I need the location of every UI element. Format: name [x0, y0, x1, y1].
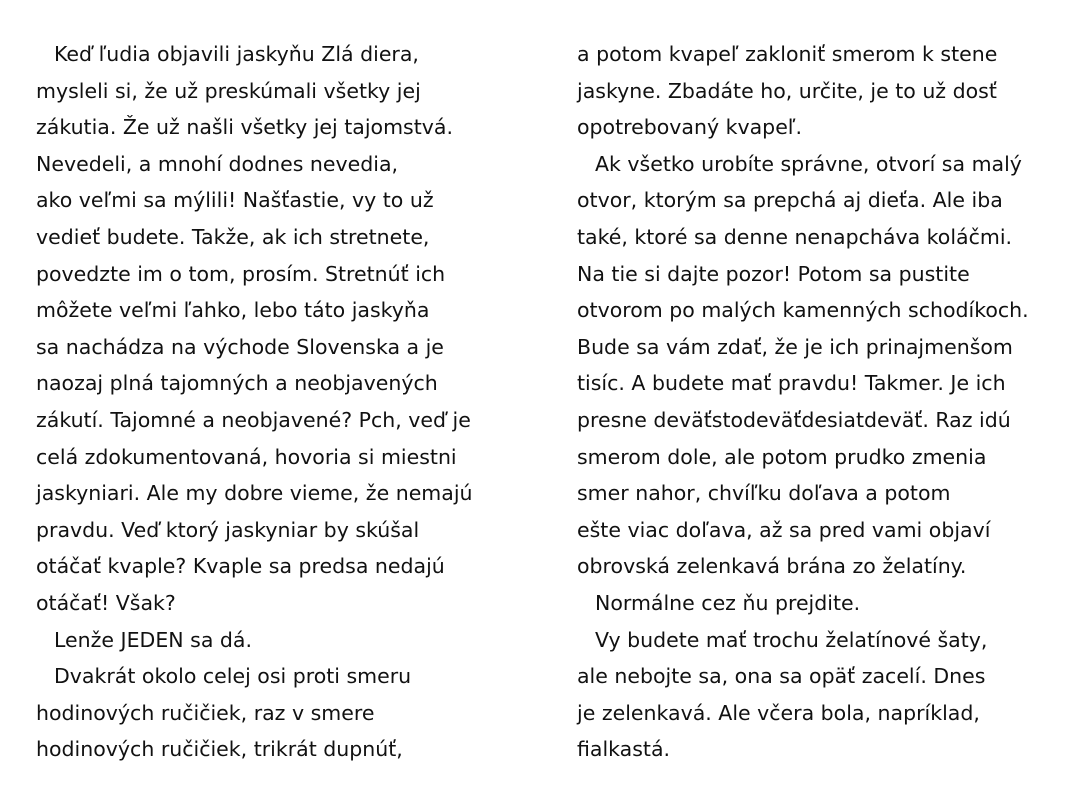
- text-line: otvorom po malých kamenných schodíkoch.: [577, 298, 1029, 323]
- text-line: zákutia. Že už našli všetky jej tajomstvá.: [36, 115, 453, 140]
- left-page-text: [36, 36, 526, 768]
- text-line: a potom kvapeľ zakloniť smerom k stene: [577, 42, 998, 66]
- text-line: mysleli si, že už preskúmali všetky jej: [36, 78, 421, 103]
- text-line: smer nahor, chvíľku doľava a potom: [577, 481, 951, 506]
- text-line: Ak všetko urobíte správne, otvorí sa malý: [595, 151, 1022, 176]
- text-line: hodinových ručičiek, raz v smere: [36, 700, 375, 725]
- text-line: ako veľmi sa mýlili! Našťastie, vy to už: [36, 188, 434, 213]
- text-line: otvor, ktorým sa prepchá aj dieťa. Ale iba: [577, 188, 1003, 213]
- text-line: vedieť budete. Takže, ak ich stretnete,: [36, 224, 430, 249]
- text-line: fialkastá.: [577, 737, 671, 762]
- text-line: Keď ľudia objavili jaskyňu Zlá diera,: [54, 42, 419, 66]
- text-line: povedzte im o tom, prosím. Stretnúť ich: [36, 261, 446, 286]
- text-line: hodinových ručičiek, trikrát dupnúť,: [36, 737, 403, 762]
- text-line: Na tie si dajte pozor! Potom sa pustite: [577, 261, 970, 286]
- text-line: naozaj plná tajomných a neobjavených: [36, 371, 438, 396]
- text-line: presne deväťstodeväťdesiatdeväť. Raz idú: [577, 407, 1011, 432]
- text-line: také, ktoré sa denne nenapcháva koláčmi.: [577, 224, 1013, 249]
- text-line: Vy budete mať trochu želatínové šaty,: [595, 627, 988, 652]
- text-line: Normálne cez ňu prejdite.: [595, 590, 861, 615]
- text-line: ale nebojte sa, ona sa opäť zacelí. Dnes: [577, 664, 986, 689]
- text-line: celá zdokumentovaná, hovoria si miestni: [36, 444, 457, 469]
- text-line: Dvakrát okolo celej osi proti smeru: [54, 664, 412, 689]
- right-page-text: [577, 36, 1077, 768]
- text-line: otáčať! Však?: [36, 590, 176, 615]
- text-line: tisíc. A budete mať pravdu! Takmer. Je ich: [577, 371, 1006, 396]
- text-line: je zelenkavá. Ale včera bola, napríklad,: [577, 700, 980, 725]
- text-line: Nevedeli, a mnohí dodnes nevedia,: [36, 151, 399, 176]
- text-line: jaskyniari. Ale my dobre vieme, že nemajú: [36, 481, 473, 506]
- text-line: jaskyne. Zbadáte ho, určite, je to už dosť: [577, 78, 997, 103]
- text-line: ešte viac doľava, až sa pred vami objaví: [577, 517, 991, 542]
- text-line: Lenže JEDEN sa dá.: [54, 627, 252, 652]
- text-line: otáčať kvaple? Kvaple sa predsa nedajú: [36, 554, 445, 579]
- text-line: smerom dole, ale potom prudko zmenia: [577, 444, 987, 469]
- text-line: môžete veľmi ľahko, lebo táto jaskyňa: [36, 298, 430, 323]
- text-line: pravdu. Veď ktorý jaskyniar by skúšal: [36, 517, 420, 542]
- text-line: sa nachádza na východe Slovenska a je: [36, 334, 444, 359]
- text-line: opotrebovaný kvapeľ.: [577, 115, 803, 140]
- text-line: zákutí. Tajomné a neobjavené? Pch, veď je: [36, 407, 471, 432]
- text-line: obrovská zelenkavá brána zo želatíny.: [577, 554, 967, 579]
- text-line: Bude sa vám zdať, že je ich prinajmenšom: [577, 334, 1013, 359]
